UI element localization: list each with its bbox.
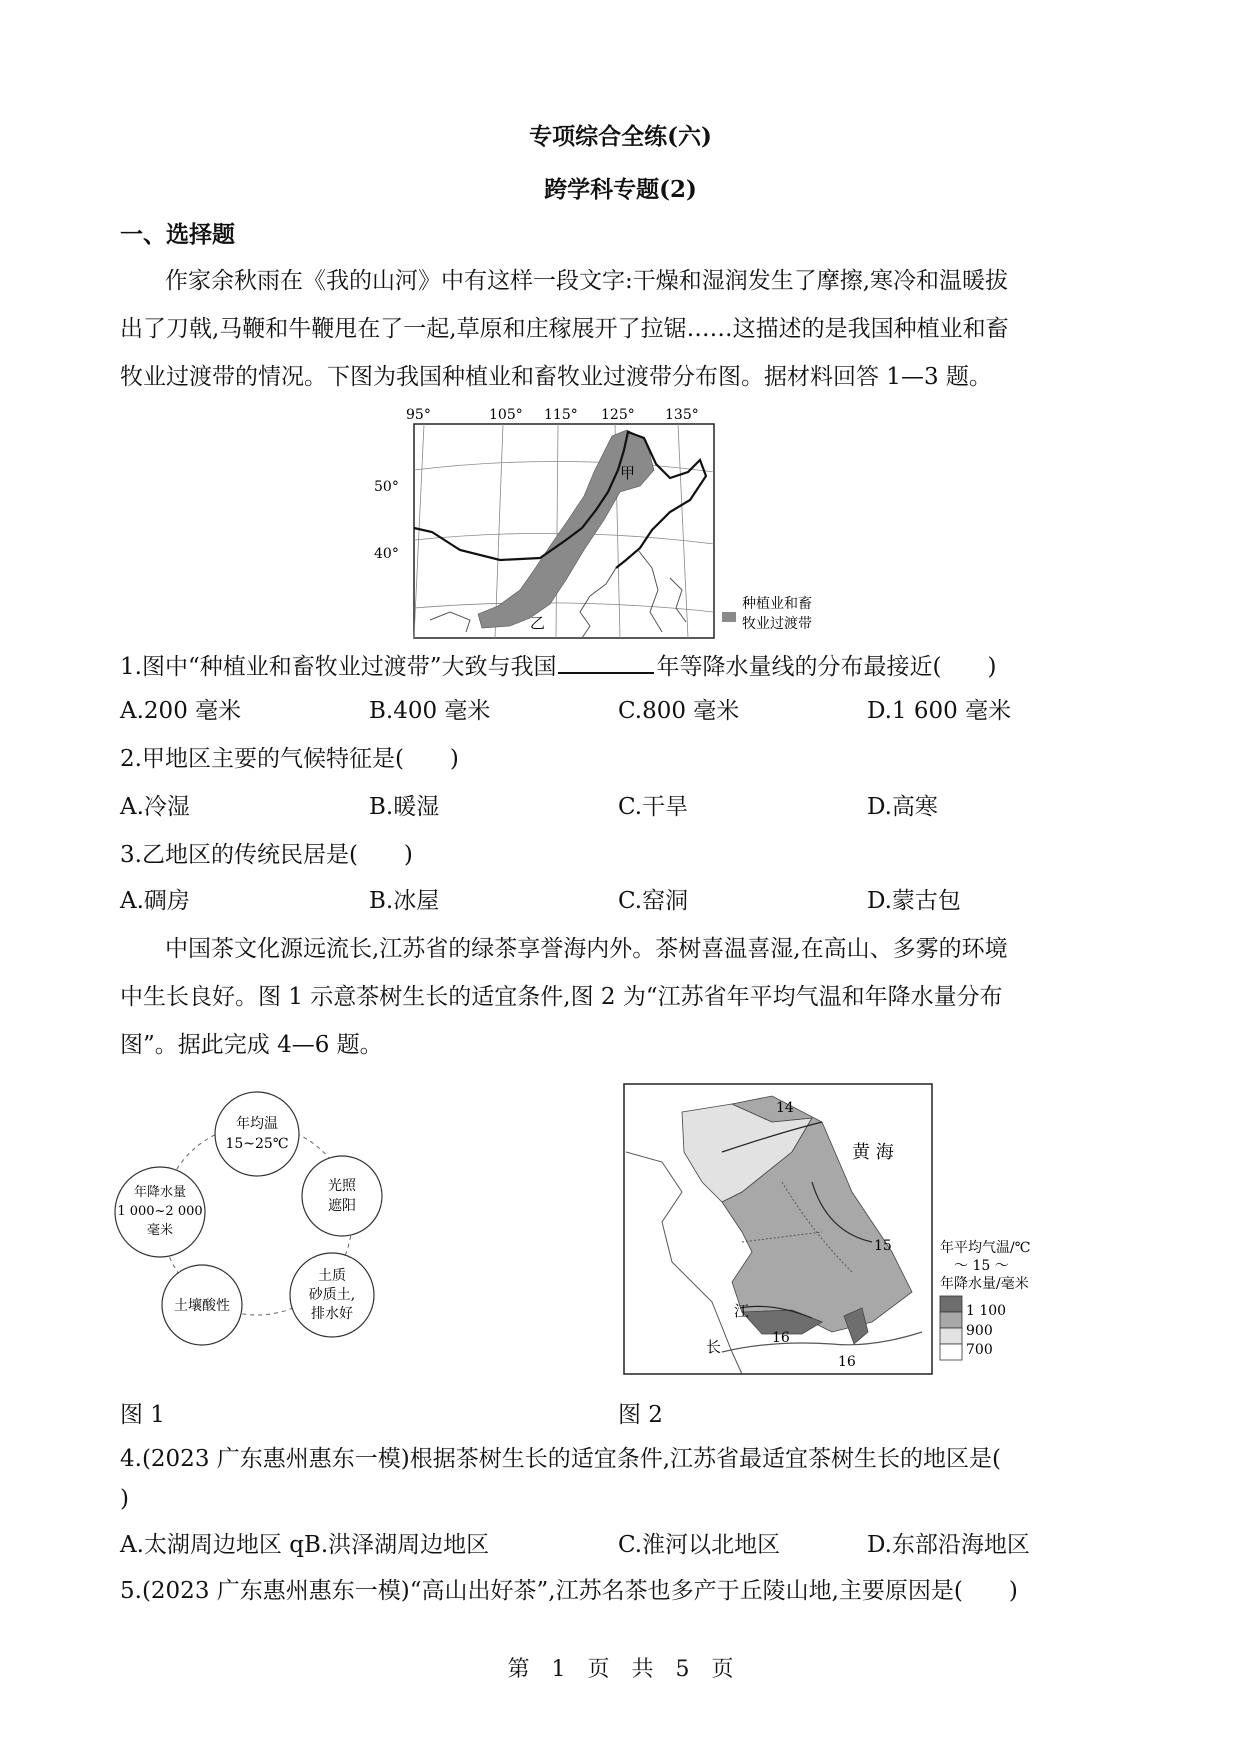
question-4-stem-cont: ) (120, 1486, 129, 1512)
passage2-line-1: 中国茶文化源远流长,江苏省的绿茶享誉海内外。茶树喜温喜湿,在高山、多雾的环境 (165, 936, 1008, 962)
sea-label: 黄 海 (852, 1142, 894, 1163)
legend-swatch (940, 1312, 962, 1328)
lon-label: 115° (544, 407, 578, 423)
isotherm-label: 16 (772, 1330, 790, 1346)
question-3-stem: 3.乙地区的传统民居是( ) (120, 842, 413, 868)
svg-text:遮阳: 遮阳 (328, 1198, 356, 1214)
lat-label: 40° (374, 546, 399, 562)
figure-1-caption: 图 1 (120, 1402, 165, 1428)
transition-zone-map (370, 400, 850, 640)
legend-swatch (722, 612, 736, 622)
region-b-label: 乙 (530, 614, 546, 632)
option-a-b: A.太湖周边地区 qB.洪泽湖周边地区 (120, 1532, 490, 1558)
passage2-line-2: 中生长良好。图 1 示意茶树生长的适宜条件,图 2 为“江苏省年平均气温和年降水量分布 (120, 984, 1003, 1010)
option-a: A.200 毫米 (120, 698, 242, 724)
jiangsu-climate-map (622, 1082, 1092, 1382)
option-d: D.东部沿海地区 (867, 1532, 1030, 1558)
legend-title: ～ 15 ～ (954, 1258, 1009, 1274)
svg-text:光照: 光照 (328, 1178, 356, 1194)
option-c: C.淮河以北地区 (618, 1532, 781, 1558)
option-c: C.800 毫米 (618, 698, 740, 724)
svg-text:土壤酸性: 土壤酸性 (174, 1298, 230, 1314)
lon-label: 125° (601, 407, 635, 423)
option-d: D.1 600 毫米 (867, 698, 1012, 724)
question-1-options (120, 694, 1120, 728)
option-b: B.暖湿 (369, 794, 440, 820)
svg-text:年均温: 年均温 (236, 1116, 278, 1132)
legend-label: 1 100 (966, 1303, 1007, 1319)
lon-label: 105° (489, 407, 523, 423)
figure-2-caption: 图 2 (618, 1402, 663, 1428)
legend-label: 900 (966, 1323, 993, 1339)
condition-node-light (302, 1156, 382, 1236)
option-c: C.窑洞 (618, 888, 689, 914)
option-d: D.高寒 (867, 794, 938, 820)
isotherm-label: 16 (838, 1354, 856, 1370)
option-a: A.冷湿 (120, 794, 190, 820)
svg-text:毫米: 毫米 (146, 1223, 174, 1238)
svg-text:15~25℃: 15~25℃ (225, 1136, 289, 1152)
lon-label: 135° (665, 407, 699, 423)
condition-node-precipitation (115, 1167, 205, 1257)
page-title: 专项综合全练(六) (529, 123, 712, 150)
condition-node-soil-acidity (162, 1265, 242, 1345)
question-2-options (120, 790, 1120, 824)
svg-text:排水好: 排水好 (311, 1306, 353, 1322)
question-4-stem: 4.(2023 广东惠州惠东一模)根据茶树生长的适宜条件,江苏省最适宜茶树生长的地区是( (120, 1446, 1002, 1472)
option-b: B.400 毫米 (369, 698, 491, 724)
question-1-stem: 1.图中“种植业和畜牧业过渡带”大致与我国 年等降水量线的分布最接近( ) (120, 648, 1120, 684)
legend-swatch (940, 1344, 962, 1360)
legend-title: 年降水量/毫米 (940, 1276, 1029, 1292)
tea-conditions-diagram (112, 1090, 412, 1350)
page-subtitle: 跨学科专题(2) (544, 176, 697, 203)
legend-swatch (940, 1328, 962, 1344)
section-heading: 一、选择题 (120, 221, 235, 248)
legend-label: 牧业过渡带 (742, 616, 812, 632)
answer-blank (558, 648, 654, 674)
question-5-stem: 5.(2023 广东惠州惠东一模)“高山出好茶”,江苏名茶也多产于丘陵山地,主要原因是( ) (120, 1578, 1018, 1604)
svg-text:土质: 土质 (318, 1268, 346, 1284)
isotherm-label: 15 (874, 1238, 892, 1254)
option-d: D.蒙古包 (867, 888, 961, 914)
legend-label: 种植业和畜 (742, 596, 812, 612)
condition-node-temperature (215, 1092, 299, 1176)
legend-swatch (940, 1296, 962, 1312)
question-2-stem: 2.甲地区主要的气候特征是( ) (120, 746, 459, 772)
passage2-line-3: 图”。据此完成 4—6 题。 (120, 1032, 383, 1058)
passage1-line-1: 作家余秋雨在《我的山河》中有这样一段文字:干燥和湿润发生了摩擦,寒冷和温暖拔 (165, 268, 1009, 294)
legend-title: 年平均气温/℃ (940, 1240, 1031, 1256)
passage1-line-3: 牧业过渡带的情况。下图为我国种植业和畜牧业过渡带分布图。据材料回答 1—3 题。 (120, 364, 992, 390)
river-label: 长 (706, 1338, 722, 1356)
svg-text:1 000~2 000: 1 000~2 000 (117, 1204, 203, 1219)
option-a: A.碉房 (120, 888, 190, 914)
option-c: C.干旱 (618, 794, 689, 820)
lon-label: 95° (406, 407, 431, 423)
river-label: 江 (734, 1302, 750, 1320)
svg-text:年降水量: 年降水量 (133, 1185, 187, 1200)
question-3-options (120, 884, 1120, 918)
question-4-options (120, 1528, 1120, 1562)
isotherm-label: 14 (776, 1100, 794, 1116)
legend-label: 700 (966, 1342, 993, 1358)
condition-node-soil-texture (290, 1253, 374, 1337)
page-footer: 第 1 页 共 5 页 (507, 1657, 734, 1682)
passage1-line-2: 出了刀戟,马鞭和牛鞭甩在了一起,草原和庄稼展开了拉锯……这描述的是我国种植业和畜 (120, 316, 1009, 342)
lat-label: 50° (374, 479, 399, 495)
region-a-label: 甲 (620, 464, 636, 482)
option-b: B.冰屋 (369, 888, 440, 914)
svg-text:砂质土,: 砂质土, (308, 1287, 356, 1303)
